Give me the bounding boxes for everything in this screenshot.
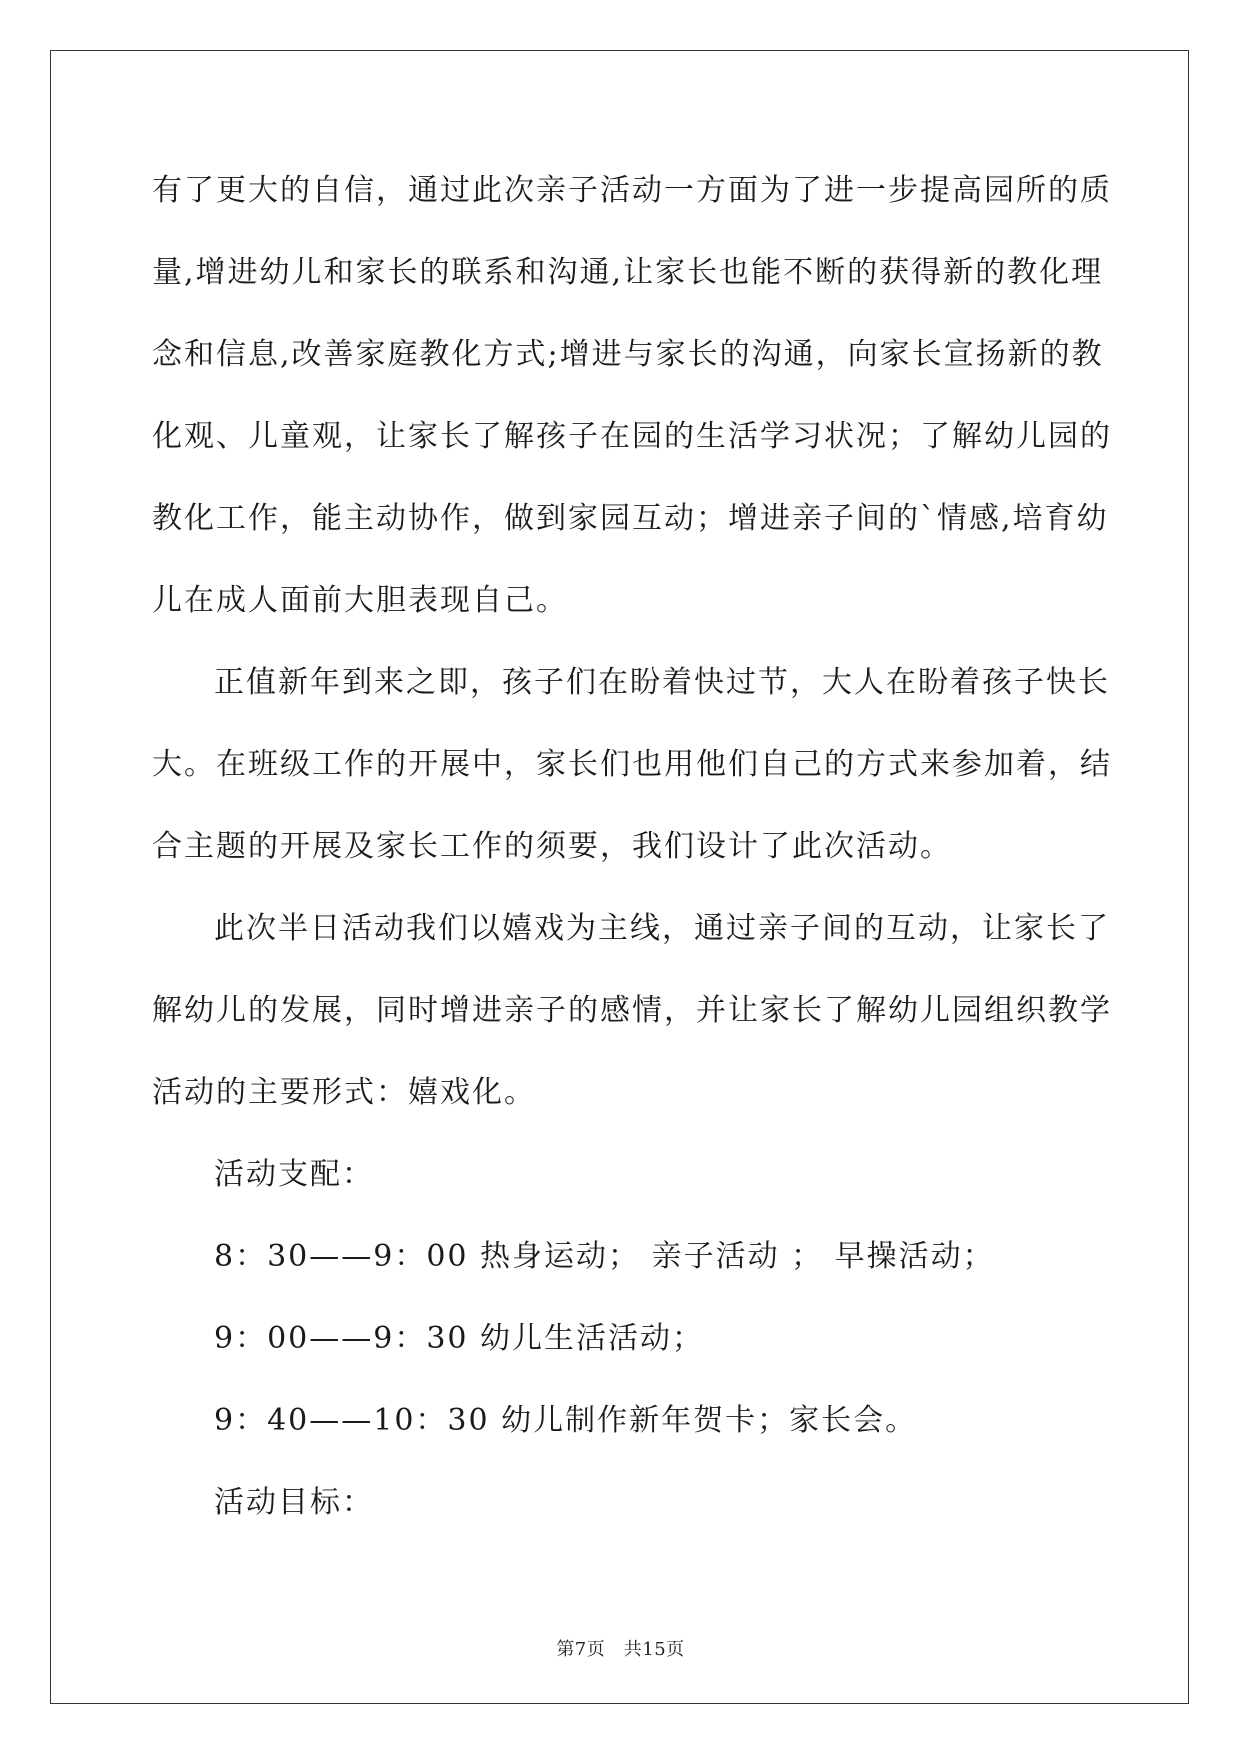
paragraph-line: 量,增进幼儿和家长的联系和沟通,让家长也能不断的获得新的教化理 [152,255,1104,290]
paragraph-line: 此次半日活动我们以嬉戏为主线，通过亲子间的互动，让家长了 [214,911,1110,946]
schedule-item: 8：30——9：00 热身运动； 亲子活动 ； 早操活动； [214,1239,995,1274]
schedule-item: 9：00——9：30 幼儿生活活动； [214,1321,705,1356]
paragraph-line: 化观、儿童观，让家长了解孩子在园的生活学习状况；了解幼儿园的 [152,419,1112,454]
page-number: 第7页 共15页 [556,1639,685,1660]
paragraph-line: 解幼儿的发展，同时增进亲子的感情，并让家长了解幼儿园组织教学 [152,993,1112,1028]
paragraph-line: 活动的主要形式：嬉戏化。 [152,1075,536,1110]
paragraph-line: 有了更大的自信，通过此次亲子活动一方面为了进一步提高园所的质 [152,173,1112,208]
document-body [152,160,1112,1554]
paragraph-line: 念和信息,改善家庭教化方式;增进与家长的沟通，向家长宣扬新的教 [152,337,1104,372]
schedule-item: 9：40——10：30 幼儿制作新年贺卡；家长会。 [214,1403,918,1438]
paragraph-line: 大。在班级工作的开展中，家长们也用他们自己的方式来参加着，结 [152,747,1112,782]
paragraph-line: 合主题的开展及家长工作的须要，我们设计了此次活动。 [152,829,952,864]
paragraph-line: 教化工作，能主动协作，做到家园互动；增进亲子间的`情感,培育幼 [152,501,1109,536]
paragraph-line: 正值新年到来之即，孩子们在盼着快过节，大人在盼着孩子快长 [214,665,1110,700]
section-heading: 活动支配： [214,1157,374,1192]
paragraph-line: 儿在成人面前大胆表现自己。 [152,583,568,618]
section-heading: 活动目标： [214,1485,374,1520]
